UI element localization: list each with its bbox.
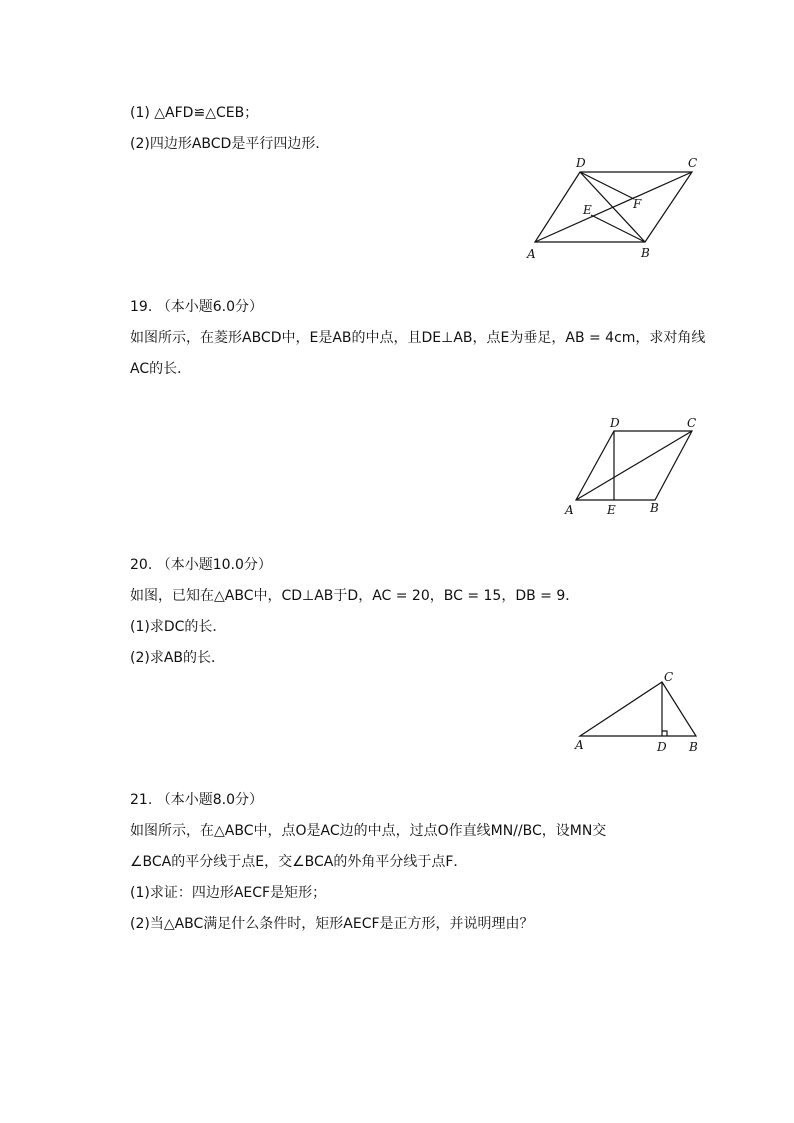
q19-label-e: E (607, 503, 616, 517)
q18-label-a: A (527, 247, 536, 261)
q20-number: 20. (130, 557, 153, 573)
q21-header (130, 790, 263, 810)
q20-part1: (1)求DC的长． (130, 619, 227, 635)
q20-label-c: C (664, 670, 674, 684)
q21-part2: (2)当△ABC满足什么条件时，矩形AECF是正方形，并说明理由？ (130, 916, 534, 932)
q18-label-f: F (633, 197, 642, 211)
q19-number: 19. (130, 299, 153, 315)
q19-text1: 如图所示，在菱形ABCD中，E是AB的中点，且DE⊥AB，点E为垂足，AB = 4cm，求对角线 (130, 330, 706, 346)
q19-label-b: B (650, 501, 659, 515)
q21-part1: (1)求证：四边形AECF是矩形； (130, 885, 327, 901)
q20-text1: 如图，已知在△ABC中，CD⊥AB于D，AC = 20，BC = 15，DB = 9． (130, 588, 580, 604)
q18-part1: (1) △AFD≌△CEB； (130, 105, 259, 121)
q21-text2: ∠BCA的平分线于点E，交∠BCA的外角平分线于点F． (130, 854, 468, 870)
q20-part2: (2)求AB的长． (130, 650, 226, 666)
q18-label-c: C (688, 156, 698, 170)
q19-label-d: D (610, 416, 620, 430)
q21-text1: 如图所示，在△ABC中，点O是AC边的中点，过点O作直线MN//BC，设MN交 (130, 823, 607, 839)
q19-label-c: C (687, 416, 697, 430)
q21-number: 21. (130, 792, 153, 808)
q20-label-d: D (657, 740, 667, 754)
q20-label-a: A (575, 738, 584, 752)
q20-label-b: B (689, 740, 698, 754)
q19-label-a: A (565, 503, 574, 517)
q20-right-angle-mark (662, 731, 667, 736)
q18-label-e: E (583, 203, 592, 217)
q18-part2: (2)四边形ABCD是平行四边形． (130, 136, 330, 152)
q18-label-d: D (576, 156, 586, 170)
q20-triangle-abc (580, 682, 696, 736)
q21-score: （本小题8.0分） (156, 792, 263, 808)
q18-label-b: B (641, 246, 650, 260)
q19-text2: AC的长． (130, 361, 192, 377)
q19-score: （本小题6.0分） (156, 299, 263, 315)
q20-score: （本小题10.0分） (156, 557, 272, 573)
